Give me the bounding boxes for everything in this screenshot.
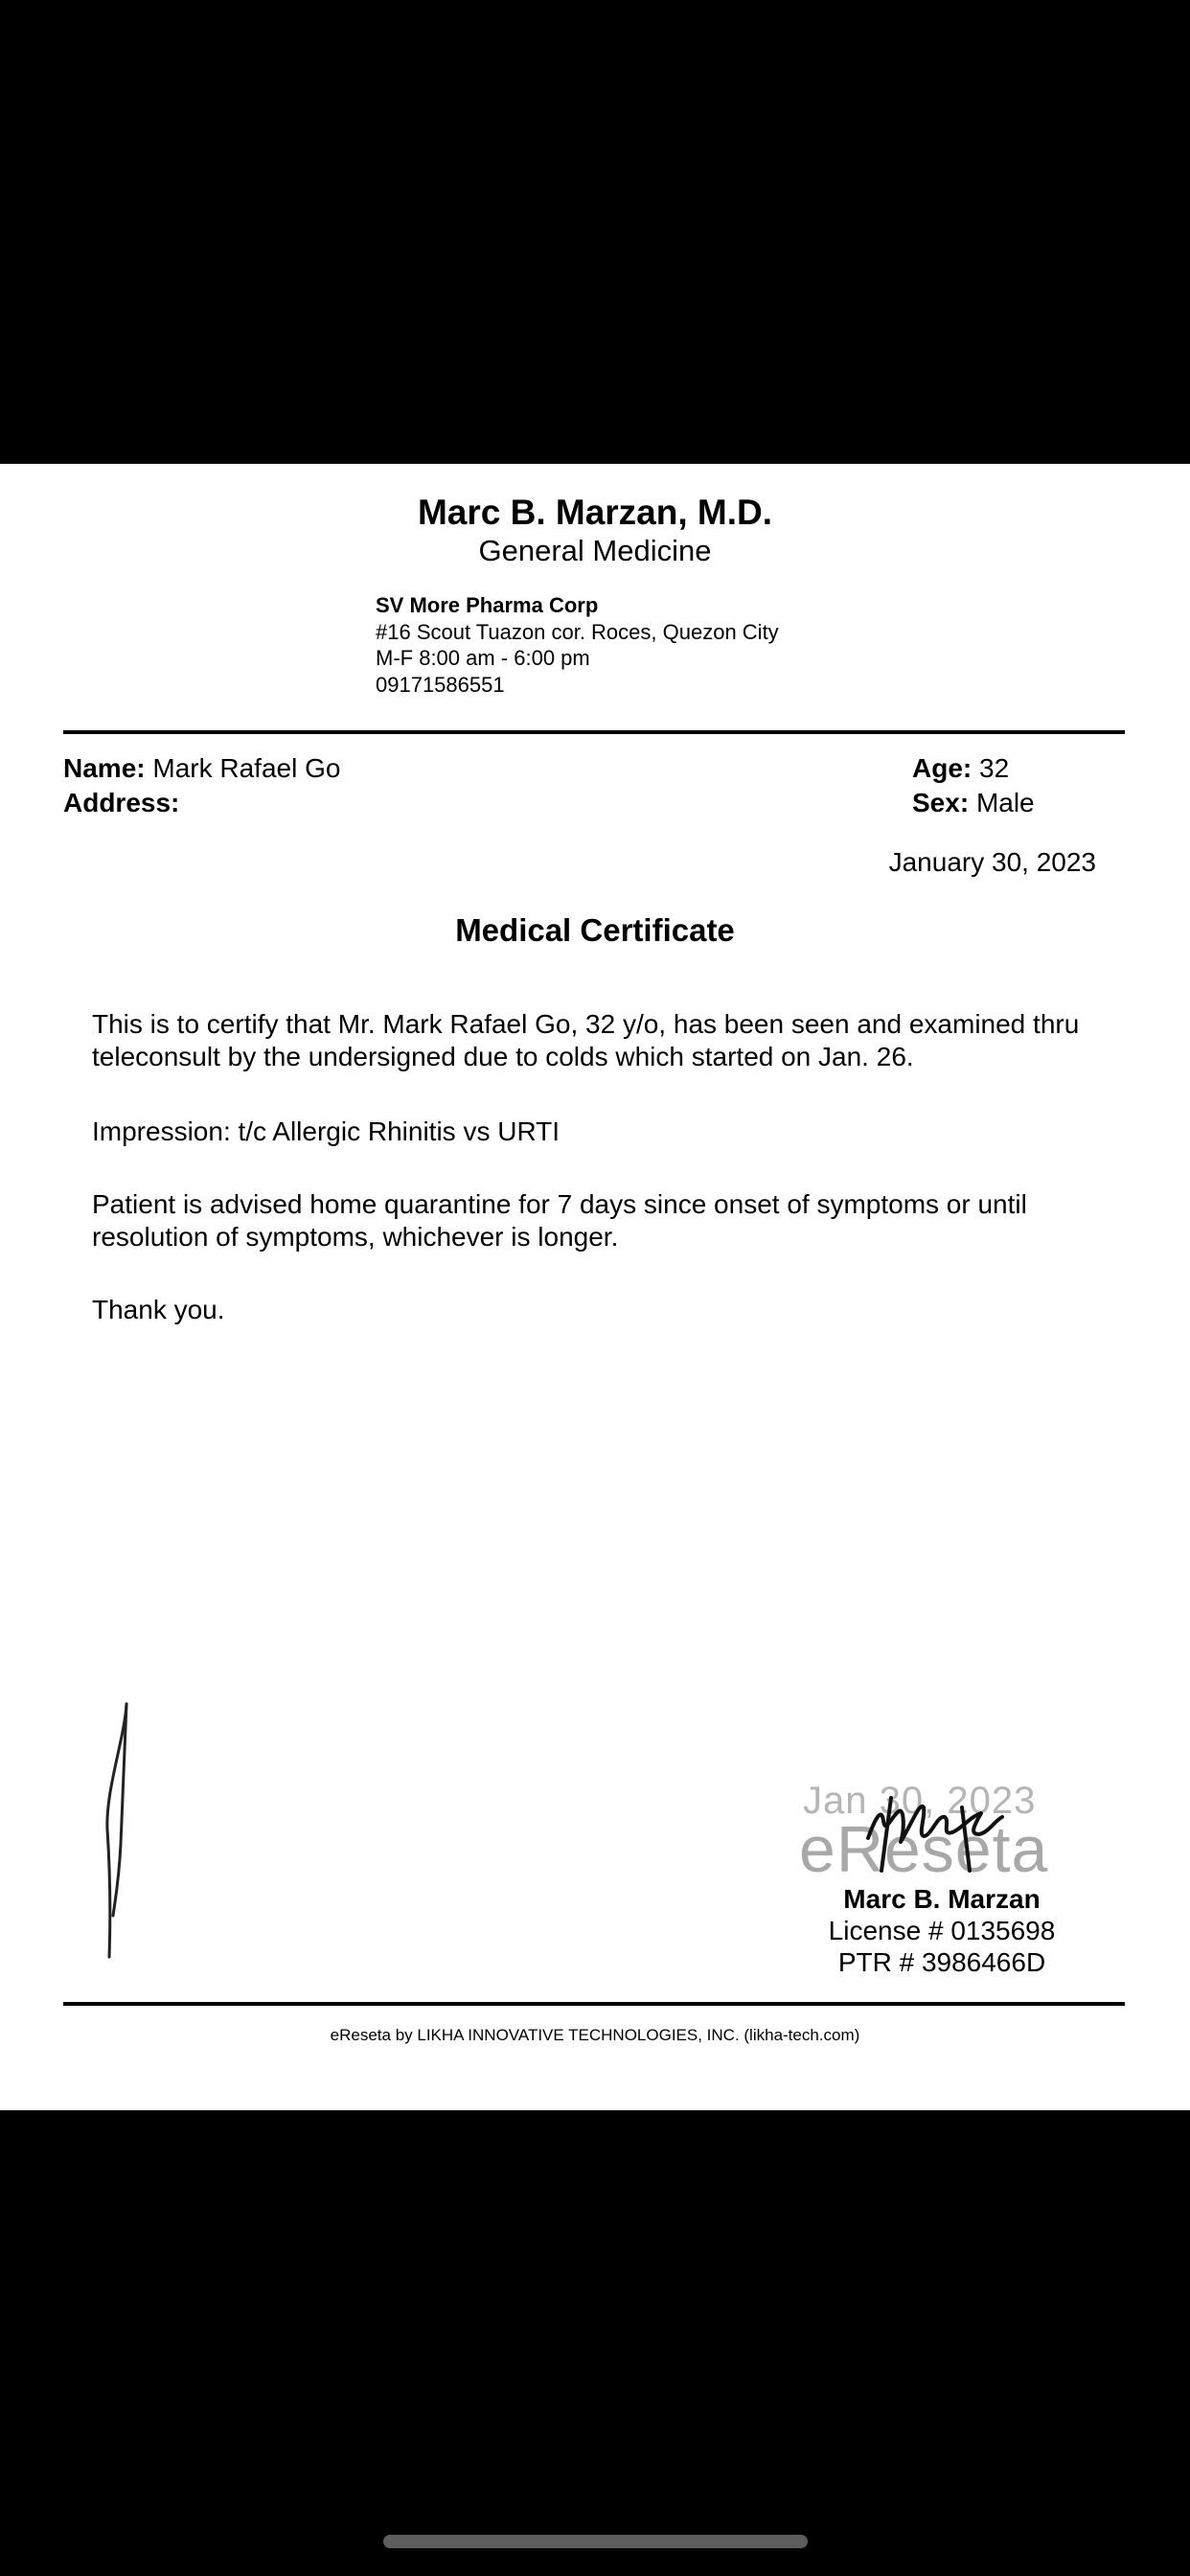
patient-sex-field [912, 788, 1035, 818]
home-indicator[interactable] [383, 2535, 808, 2548]
signatory-name: Marc B. Marzan [843, 1884, 1041, 1914]
certificate-paragraph: This is to certify that Mr. Mark Rafael Go, 32 y/o, has been seen and examined thru teleconsult by the undersigned due to colds which started on Jan. 26. [92, 1009, 1080, 1071]
patient-sex-label: Sex: [912, 788, 970, 817]
clinic-hours: M-F 8:00 am - 6:00 pm [376, 646, 590, 670]
clinic-address: #16 Scout Tuazon cor. Roces, Quezon City [376, 619, 779, 644]
signature-stamp-date: Jan 30, 2023 [803, 1780, 1037, 1822]
certificate-advice: Patient is advised home quarantine for 7 days since onset of symptoms or until resolution of symptoms, whichever is longer. [92, 1189, 1027, 1252]
patient-age-field [912, 753, 1009, 784]
doctor-signature [862, 1779, 1006, 1874]
patient-sex: Male [975, 788, 1035, 817]
patient-name: Mark Rafael Go [152, 753, 341, 783]
signatory-license: License # 0135698 [828, 1916, 1056, 1945]
doctor-specialty: General Medicine [478, 534, 712, 567]
clinic-info [376, 592, 779, 698]
footer-divider [63, 2002, 1125, 2006]
patient-name-label: Name: [63, 753, 146, 783]
patient-address-label: Address: [63, 788, 180, 817]
patient-address-field [63, 788, 179, 818]
footer-credit: eReseta by LIKHA INNOVATIVE TECHNOLOGIES, INC. (likha-tech.com) [330, 2026, 860, 2044]
certificate-title: Medical Certificate [455, 912, 735, 948]
clinic-phone: 09171586551 [376, 672, 505, 697]
header-divider [63, 730, 1125, 734]
patient-name-field [63, 753, 340, 784]
certificate-closing: Thank you. [92, 1295, 225, 1324]
patient-age-label: Age: [912, 753, 973, 783]
certificate-date: January 30, 2023 [888, 847, 1096, 877]
doctor-name: Marc B. Marzan, M.D. [417, 493, 773, 532]
signatory-ptr: PTR # 3986466D [837, 1947, 1046, 1977]
patient-age: 32 [979, 753, 1010, 783]
medical-certificate-document [0, 464, 1190, 2110]
ereseta-stamp: eReseta [799, 1813, 1049, 1886]
clinic-name: SV More Pharma Corp [376, 593, 599, 617]
certificate-impression: Impression: t/c Allergic Rhinitis vs URTI [92, 1116, 561, 1146]
